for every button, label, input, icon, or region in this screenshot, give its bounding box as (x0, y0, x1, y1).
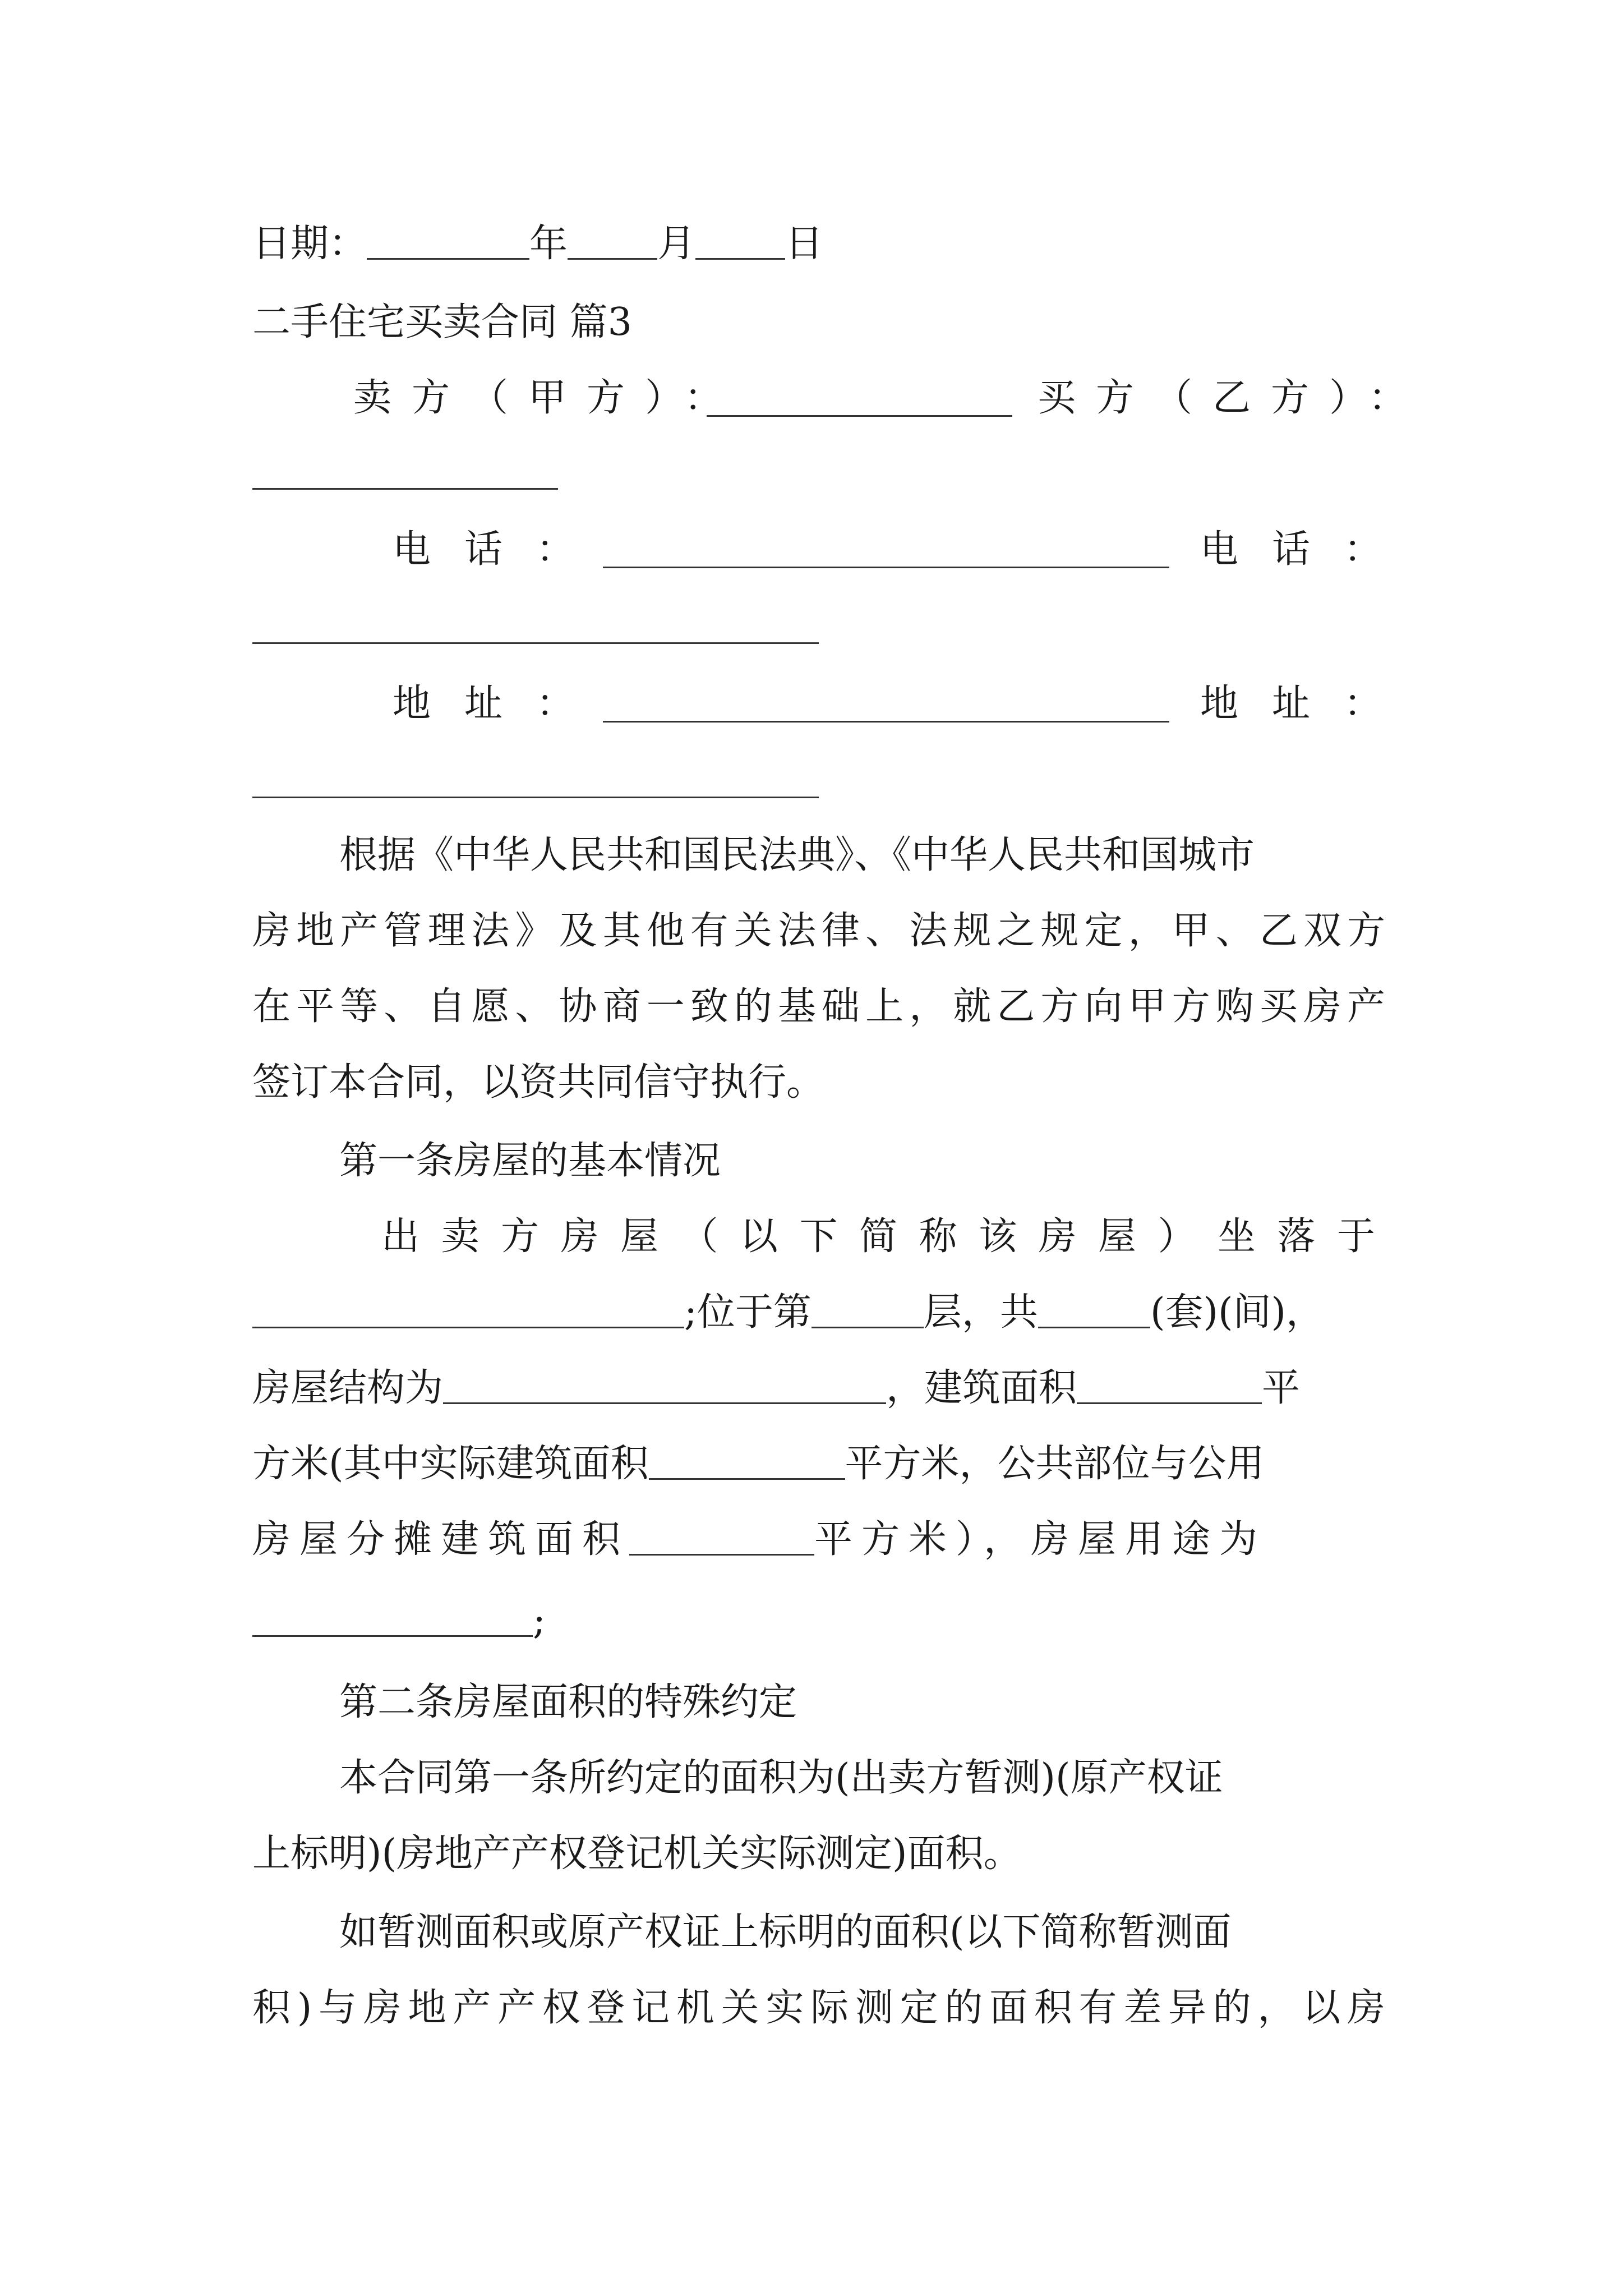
preamble-line: 根据《中华人民共和国民法典》、《中华人民共和国城市 (339, 833, 1255, 877)
article1-line (252, 1355, 1385, 1422)
seller-label: 卖方（甲方）： (353, 376, 743, 420)
date-label: 日期： (252, 222, 367, 266)
year-blank[interactable] (367, 224, 529, 260)
structure-label: 房屋结构为 (252, 1366, 444, 1410)
parties-line (353, 365, 1427, 432)
article1-line: 出卖方房屋（以下简称该房屋）坐落于 (381, 1214, 1385, 1259)
date-line (252, 210, 1385, 278)
year-label: 年 (529, 222, 568, 266)
article1-line (252, 1506, 1385, 1573)
address-line (393, 670, 1416, 738)
buyer-phone-label: 电话： (1200, 527, 1416, 572)
shared-area-blank[interactable] (629, 1520, 814, 1556)
document-title: 二手住宅买卖合同 篇3 (252, 300, 632, 344)
phone-line (393, 516, 1416, 583)
article2-line: 积)与房地产产权登记机关实际测定的面积有差异的，以房 (252, 1986, 1385, 2030)
buyer-phone-blank[interactable] (252, 642, 819, 644)
article1-heading: 第一条房屋的基本情况 (339, 1139, 721, 1183)
area-unit-start: 平 (1262, 1366, 1301, 1410)
seller-address-blank[interactable] (603, 687, 1169, 723)
seller-phone-blank[interactable] (603, 533, 1169, 568)
buyer-address-label: 地址： (1200, 682, 1416, 726)
usage-end: ; (533, 1599, 546, 1643)
floor-suffix: 层，共 (923, 1290, 1038, 1335)
units-suffix: (套)(间)， (1150, 1290, 1325, 1335)
buyer-blank[interactable] (252, 488, 558, 490)
buyer-address-blank[interactable] (252, 797, 819, 798)
article2-line: 上标明)(房地产产权登记机关实际测定)面积。 (252, 1832, 1022, 1876)
article1-line (252, 1588, 1385, 1655)
month-label: 月 (657, 222, 696, 266)
article1-line (252, 1279, 1385, 1346)
article2-heading: 第二条房屋面积的特殊约定 (339, 1680, 797, 1724)
floor-prefix: ;位于第 (684, 1290, 811, 1335)
units-blank[interactable] (1038, 1293, 1150, 1328)
location-blank[interactable] (252, 1293, 684, 1328)
actual-area-label: 方米(其中实际建筑面积 (252, 1442, 649, 1486)
seller-blank[interactable] (707, 381, 1012, 417)
actual-area-blank[interactable] (649, 1444, 845, 1480)
seller-phone-label: 电话： (393, 527, 608, 572)
buyer-label: 买方（乙方）： (1038, 376, 1427, 420)
article2-line: 如暂测面积或原产权证上标明的面积(以下简称暂测面 (339, 1910, 1232, 1954)
usage-blank[interactable] (252, 1602, 533, 1637)
shared-area-label: 房屋分摊建筑面积 (252, 1517, 630, 1562)
usage-label: 平方米），房屋用途为 (814, 1517, 1267, 1562)
day-blank[interactable] (695, 224, 785, 260)
month-blank[interactable] (568, 224, 657, 260)
area-label: ，建筑面积 (886, 1366, 1077, 1410)
day-label: 日 (785, 222, 824, 266)
area-blank[interactable] (1077, 1369, 1262, 1404)
preamble-line: 房地产管理法》及其他有关法律、法规之规定，甲、乙双方 (252, 909, 1385, 953)
floor-blank[interactable] (811, 1293, 924, 1328)
article2-line: 本合同第一条所约定的面积为(出卖方暂测)(原产权证 (339, 1756, 1223, 1800)
preamble-line: 签订本合同，以资共同信守执行。 (252, 1060, 825, 1105)
seller-address-label: 地址： (393, 682, 608, 726)
article1-line (252, 1430, 1385, 1498)
preamble-line: 在平等、自愿、协商一致的基础上，就乙方向甲方购买房产 (252, 984, 1385, 1029)
structure-blank[interactable] (443, 1369, 886, 1404)
public-area-label: 平方米，公共部位与公用 (845, 1442, 1265, 1486)
